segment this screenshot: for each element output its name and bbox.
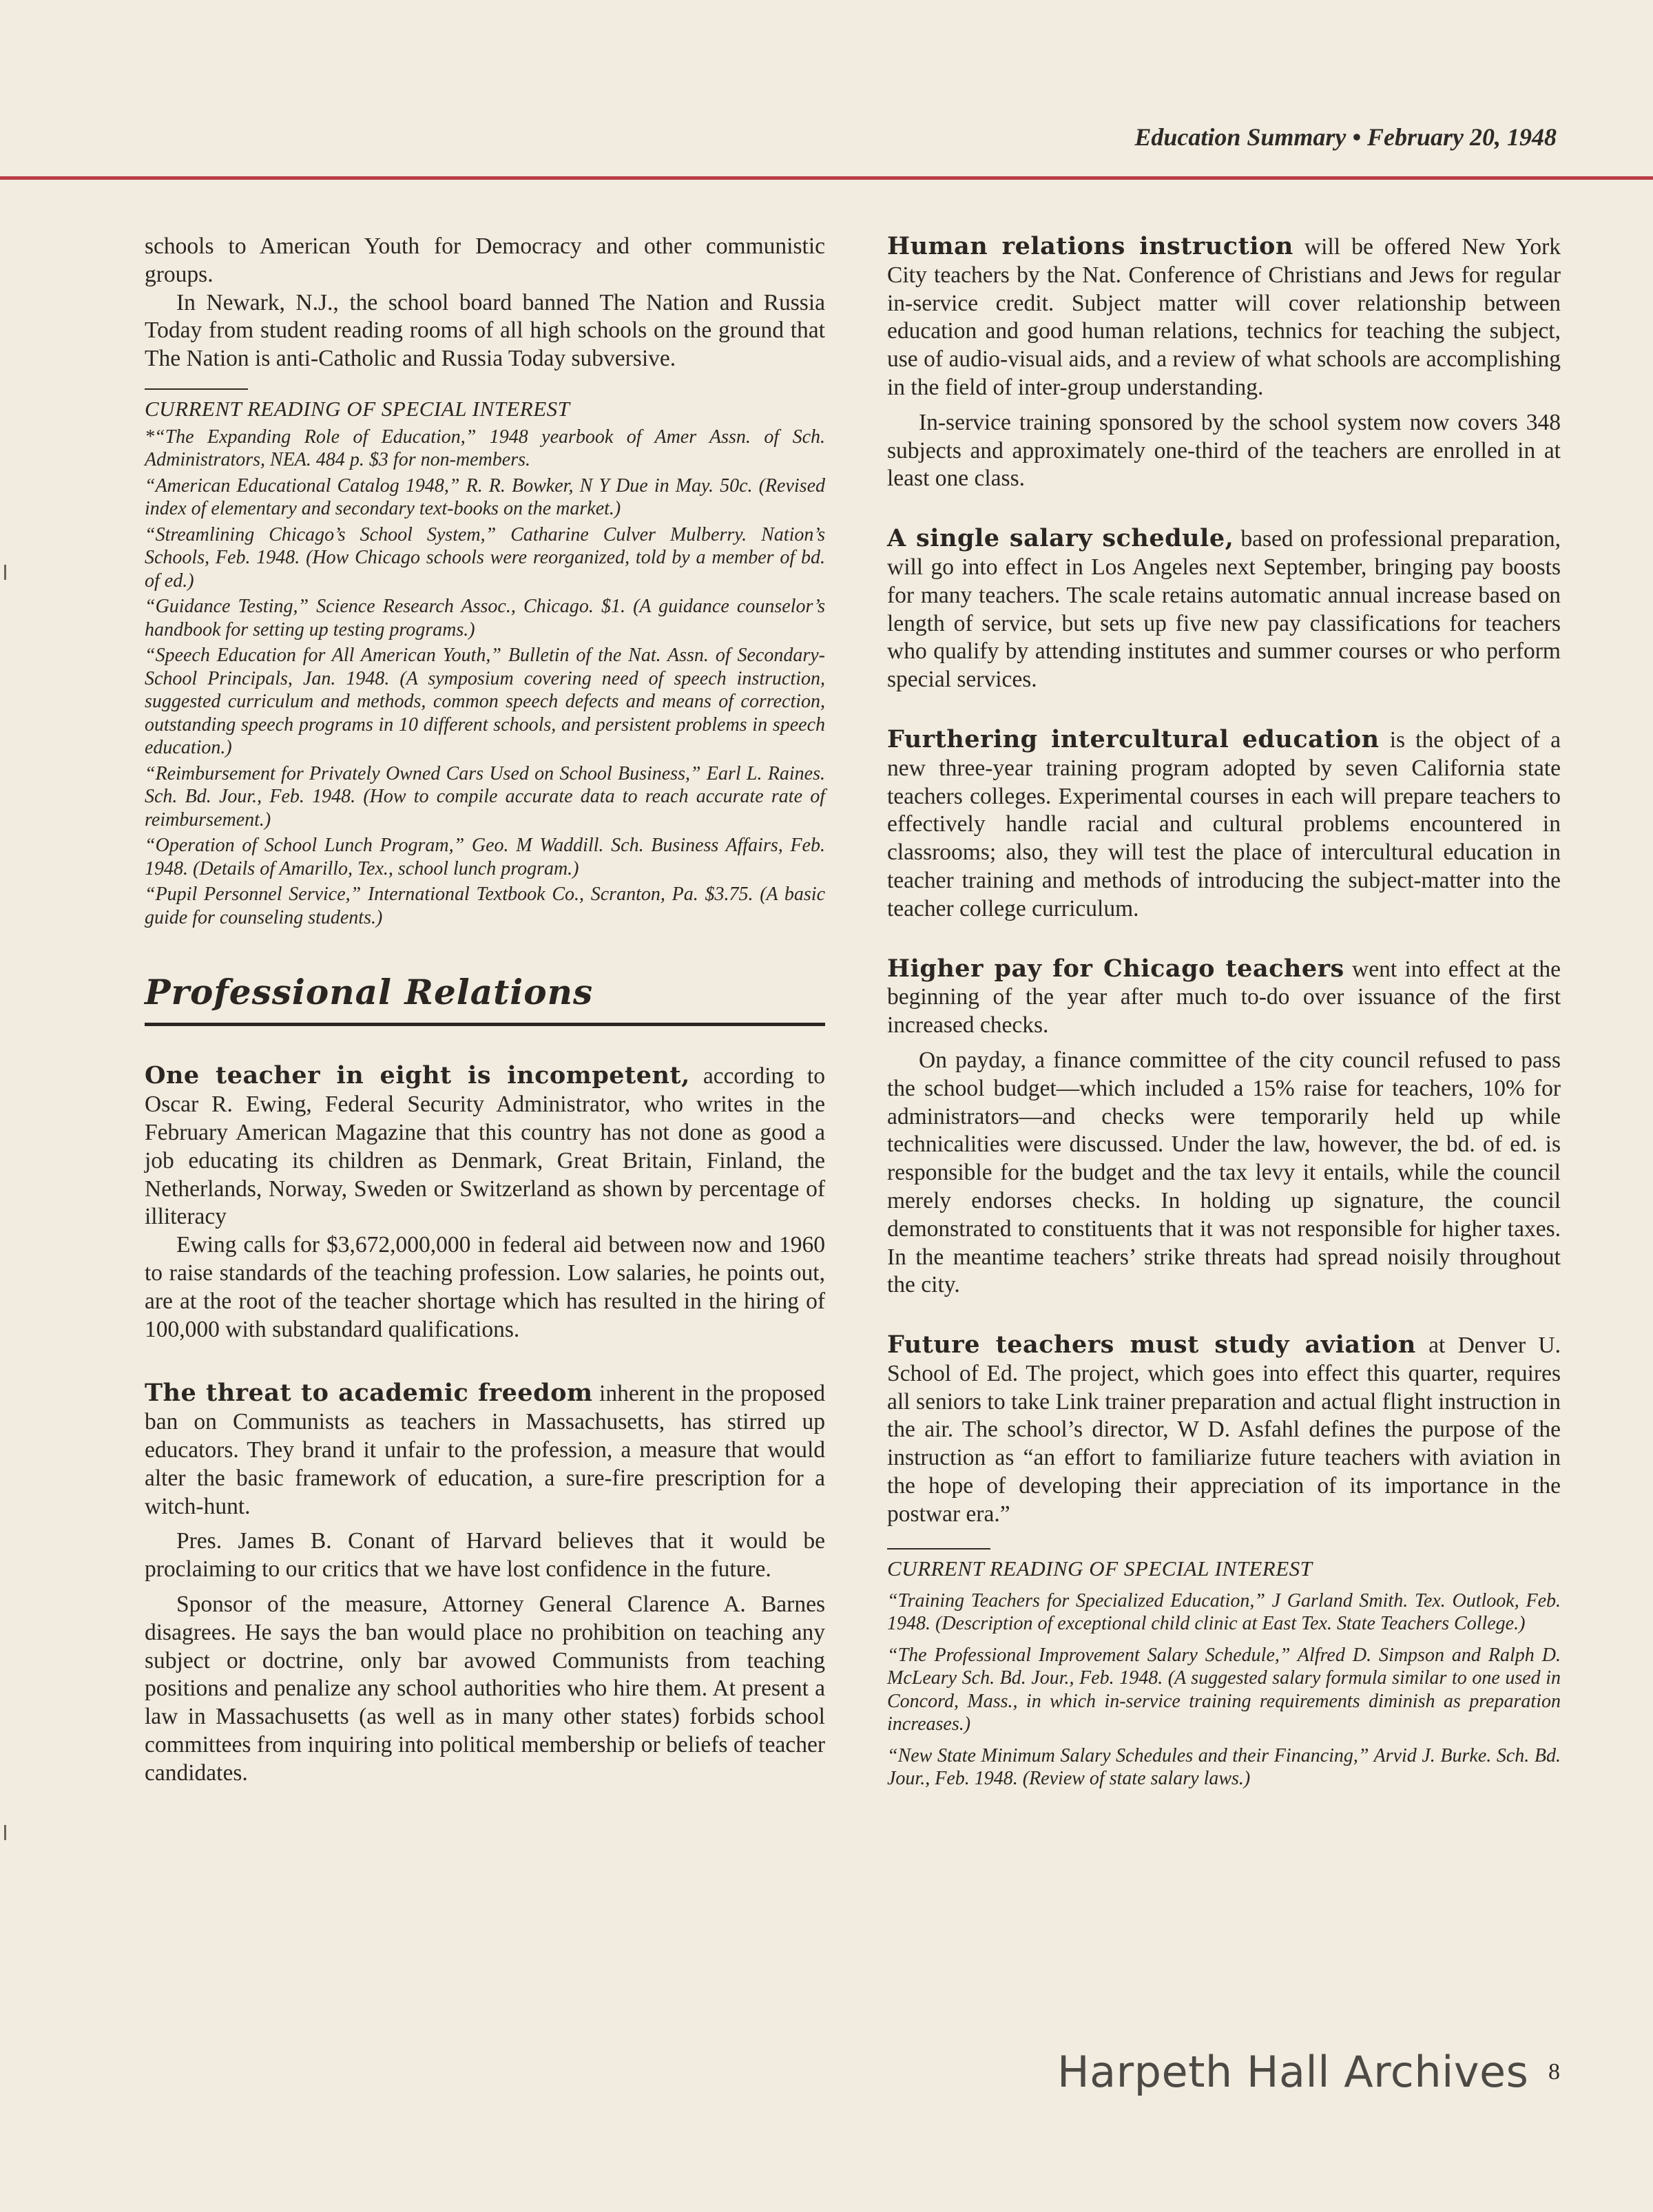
reading-heading: CURRENT READING OF SPECIAL INTEREST — [887, 1556, 1313, 1580]
article-lead: Furthering intercultural education — [887, 724, 1380, 753]
article-salary-schedule — [887, 525, 1561, 694]
reading-item: “New State Minimum Salary Schedules and their Financing,” Arvid J. Burke. Sch. Bd. Jour., Feb. 1948. (Review of state salary laws.) — [887, 1744, 1561, 1790]
article-text: according to Oscar R. Ewing, Federal Security Administrator, who writes in the February American Magazine that this country has not done as good a job educating its children as Denmark, Great Britain, Finland, the Netherlands, Norway, Sweden or Switzerland as shown by percentage of illiteracy — [145, 1063, 825, 1230]
article-lead: Higher pay for Chicago teachers — [887, 954, 1344, 983]
article-lead: A single salary schedule, — [887, 524, 1234, 553]
paragraph: On payday, a finance committee of the city council refused to pass the school budget—which included a 15% raise for teachers, 10% for administrators—and checks were temporarily held up while technicalities were discussed. Under the law, however, the bd. of ed. is responsible for the budget and the tax levy it entails, while the council merely endorses checks. In holding up signature, the council demonstrated to constituents that it was not responsible for higher taxes. In the meantime teachers’ strike threats had spread noisily throughout the city. — [887, 1047, 1561, 1298]
reading-rule — [145, 388, 248, 390]
paragraph: In Newark, N.J., the school board banned The Nation and Russia Today from student reading rooms of all high schools on the ground that The Nation is anti-Catholic and Russia Today subversive. — [145, 289, 825, 372]
paragraph: Ewing calls for $3,672,000,000 in federal aid between now and 1960 to raise standards of the teaching profession. Low salaries, he points out, are at the root of the teacher shortage which has resulted in the hiring of 100,000 with substandard qualifications. — [145, 1232, 825, 1342]
reading-item: “Operation of School Lunch Program,” Geo. M Waddill. Sch. Business Affairs, Feb. 1948. (Details of Amarillo, Tex., school lunch program.) — [145, 835, 825, 879]
article-aviation — [887, 1331, 1561, 1529]
article-intercultural — [887, 726, 1561, 924]
section-rule — [145, 1023, 825, 1026]
article-lead: Human relations instruction — [887, 232, 1293, 260]
reading-item: *“The Expanding Role of Education,” 1948 yearbook of Amer Assn. of Sch. Administrators, NEA. 484 p. $3 for non-members. — [145, 426, 825, 471]
reading-item: “Speech Education for All American Youth,” Bulletin of the Nat. Assn. of Secondary-School Principals, Jan. 1948. (A symposium covering need of speech instruction, suggested curriculum and methods, common speech defects and means of correction, outstanding speech programs in 10 different schools, and persistent problems in speech education.) — [145, 645, 825, 759]
article-text: will be offered New York City teachers by the Nat. Conference of Christians and Jews for regular in-service credit. Subject matter will cover relationship between education and good human relations, technics for teaching the subject, use of audio-visual aids, and a review of what schools are accomplishing in the field of inter-group understanding. — [887, 234, 1561, 400]
page-number: 8 — [1548, 2059, 1560, 2085]
right-column — [887, 233, 1561, 1791]
running-head: Education Summary • February 20, 1948 — [1134, 123, 1557, 151]
paragraph: In-service training sponsored by the school system now covers 348 subjects and approximately one-third of the teachers are enrolled in at least one class. — [887, 409, 1561, 492]
article-lead: One teacher in eight is incompetent, — [145, 1061, 690, 1090]
archive-watermark: Harpeth Hall Archives — [1057, 2047, 1529, 2097]
article-academic-freedom — [145, 1379, 825, 1521]
paragraph: Sponsor of the measure, Attorney General Clarence A. Barnes disagrees. He says the ban would place no prohibition on teaching any subject or doctrine, only bar avowed Communists from teaching positions and penalize any school authorities who hire them. At present a law in Massachusetts (as well as in many other states) forbids school committees from inquiring into political membership or beliefs of teacher candidates. — [145, 1592, 825, 1786]
header-rule — [0, 176, 1653, 180]
article-lead: The threat to academic freedom — [145, 1379, 593, 1408]
reading-heading: CURRENT READING OF SPECIAL INTEREST — [145, 396, 570, 421]
article-text: at Denver U. School of Ed. The project, which goes into effect this quarter, requires all seniors to take Link trainer preparation and actual flight instruction in the air. The school’s director, W D. Asfahl defines the purpose of the instruction as “an effort to familiarize future teachers with aviation in the hope of developing their appreciation of its importance in the postwar era.” — [887, 1333, 1561, 1527]
left-column — [145, 233, 825, 1788]
article-lead: Future teachers must study aviation — [887, 1331, 1416, 1359]
reading-item: “Pupil Personnel Service,” International Textbook Co., Scranton, Pa. $3.75. (A basic guide for counseling students.) — [145, 884, 825, 928]
article-chicago-pay — [887, 955, 1561, 1040]
paragraph: Pres. James B. Conant of Harvard believes that it would be proclaiming to our critics that we have lost confidence in the future. — [145, 1528, 825, 1583]
margin-mark — [4, 565, 6, 580]
reading-item: “Streamlining Chicago’s School System,” Catharine Culver Mulberry. Nation’s Schools, Feb. 1948. (How Chicago schools were reorganized, told by a member of bd. of ed.) — [145, 523, 825, 592]
reading-item: “The Professional Improvement Salary Schedule,” Alfred D. Simpson and Ralph D. McLeary Sch. Bd. Jour., Feb. 1948. (A suggested salary formula similar to one used in Concord, Mass., in which in-service training requirements diminish as preparation increases.) — [887, 1644, 1561, 1735]
article-text: based on professional preparation, will go into effect in Los Angeles next September, bringing pay boosts for many teachers. The scale retains automatic annual increase based on length of service, but sets up five new pay classifications for teachers who qualify by attending institutes and summer courses or who perform special services. — [887, 526, 1561, 693]
reading-rule — [887, 1548, 990, 1550]
section-title: Professional Relations — [145, 972, 594, 1013]
article-human-relations — [887, 233, 1561, 402]
margin-mark — [4, 1825, 6, 1840]
article-teacher-incompetent — [145, 1062, 825, 1231]
paragraph: schools to American Youth for Democracy and other communistic groups. — [145, 233, 825, 287]
article-text: inherent in the proposed ban on Communists as teachers in Massachusetts, has stirred up educators. They brand it unfair to the profession, a measure that would alter the basic framework of education, a sure-fire prescription for a witch-hunt. — [145, 1381, 825, 1519]
reading-item: “American Educational Catalog 1948,” R. R. Bowker, N Y Due in May. 50c. (Revised index of elementary and secondary text-books on the market.) — [145, 474, 825, 520]
reading-item: “Reimbursement for Privately Owned Cars Used on School Business,” Earl L. Raines. Sch. Bd. Jour., Feb. 1948. (How to compile accurate data to reach accurate rate of reimbursement.) — [145, 762, 825, 831]
article-text: went into effect at the beginning of the year after much to-do over issuance of the first increased checks. — [887, 956, 1561, 1039]
reading-item: “Training Teachers for Specialized Education,” J Garland Smith. Tex. Outlook, Feb. 1948. (Description of exceptional child clinic at East Tex. State Teachers College.) — [887, 1589, 1561, 1635]
article-text: is the object of a new three-year training program adopted by seven California state teachers colleges. Experimental courses in each will prepare teachers to effectively handle racial and cultural problems encountered in classrooms; also, they will test the place of intercultural education in teacher training and methods of introducing the subject-matter into the teacher college curriculum. — [887, 727, 1561, 921]
reading-item: “Guidance Testing,” Science Research Assoc., Chicago. $1. (A guidance counselor’s handbook for setting up testing programs.) — [145, 596, 825, 640]
